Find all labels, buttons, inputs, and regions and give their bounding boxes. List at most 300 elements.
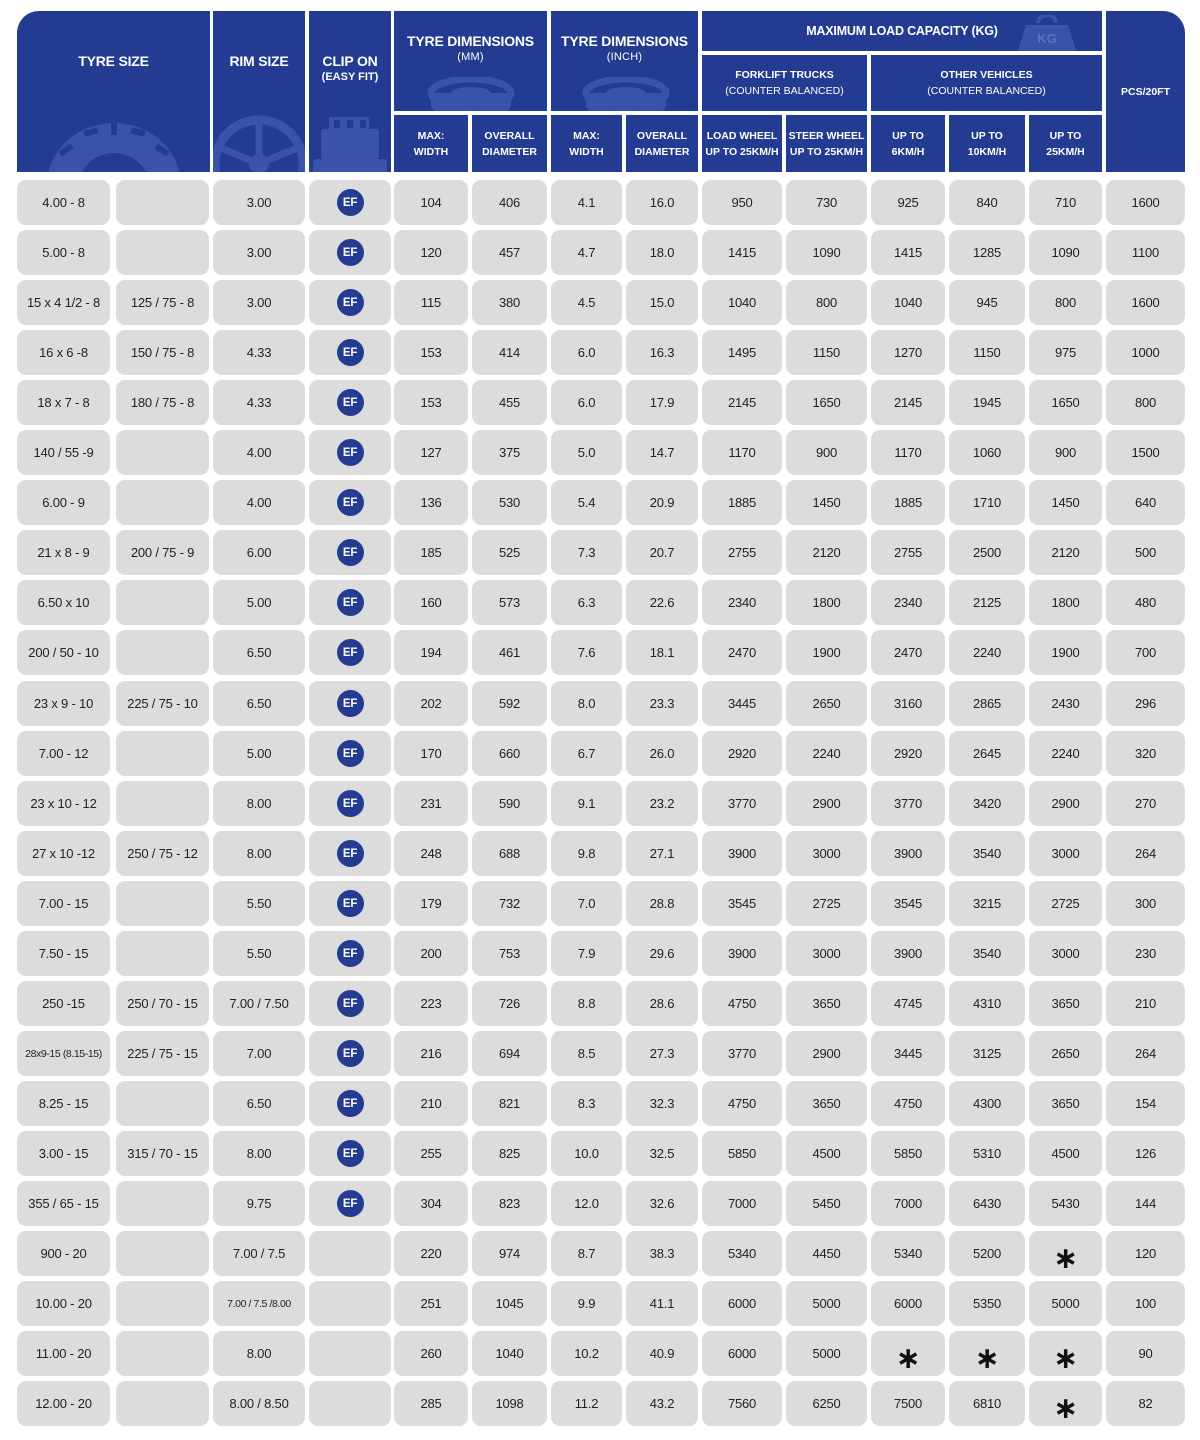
- cell-steer-wheel: [786, 1081, 867, 1126]
- cell-load-wheel: [702, 981, 782, 1026]
- cell-pcs: [1106, 1181, 1185, 1226]
- cell-value: 2430: [1051, 696, 1080, 711]
- cell-clip-on: [309, 681, 391, 726]
- cell-upto-6: [871, 1381, 945, 1426]
- cell-load-wheel: [702, 530, 782, 575]
- cell-clip-on: [309, 380, 391, 425]
- cell-value: 710: [1054, 195, 1077, 210]
- cell-upto-10: [949, 1031, 1025, 1076]
- cell-load-wheel: [702, 630, 782, 675]
- cell-value: 1450: [1051, 495, 1080, 510]
- cell-value: 6.50: [246, 645, 272, 660]
- asterisk-icon: ∗: [974, 1341, 1000, 1375]
- cell-steer-wheel: [786, 831, 867, 876]
- cell-value: 2340: [893, 595, 923, 610]
- cell-value: 3000: [812, 846, 841, 861]
- cell-load-wheel: [702, 430, 782, 475]
- cell-value: 2145: [727, 395, 757, 410]
- cell-value: 8.00: [246, 1146, 272, 1161]
- cell-value: 4.1: [577, 195, 596, 210]
- cell-load-wheel: [702, 1281, 782, 1326]
- cell-value: 9.8: [577, 846, 596, 861]
- cell-value: 5310: [972, 1146, 1002, 1161]
- cell-value: 500: [1134, 545, 1157, 560]
- cell-pcs: [1106, 981, 1185, 1026]
- cell-clip-on: [309, 981, 391, 1026]
- cell-rim-size: [213, 330, 305, 375]
- cell-value: 480: [1134, 595, 1157, 610]
- cell-inch-diameter: [626, 731, 698, 776]
- easy-fit-badge: EF: [337, 840, 364, 867]
- cell-upto-6: [871, 1131, 945, 1176]
- cell-value: 1090: [1051, 245, 1080, 260]
- cell-pcs: [1106, 781, 1185, 826]
- cell-value: 230: [1134, 946, 1157, 961]
- cell-value: 200: [420, 946, 442, 961]
- cell-load-wheel: [702, 731, 782, 776]
- cell-upto-10: [949, 781, 1025, 826]
- cell-value: 1170: [894, 445, 922, 460]
- cell-value: 3000: [812, 946, 841, 961]
- cell-load-wheel: [702, 681, 782, 726]
- cell-pcs: [1106, 430, 1185, 475]
- cell-rim-size: [213, 681, 305, 726]
- cell-upto-25: [1029, 731, 1102, 776]
- cell-alt-size: [116, 530, 209, 575]
- cell-value: 200 / 75 - 9: [130, 545, 195, 560]
- cell-rim-size: [213, 1381, 305, 1426]
- cell-value: 6.50: [246, 696, 272, 711]
- cell-value: 10.0: [574, 1146, 599, 1161]
- cell-inch-diameter: [626, 831, 698, 876]
- cell-mm-width: [394, 1131, 468, 1176]
- cell-upto-6: [871, 1181, 945, 1226]
- cell-value: 5.0: [577, 445, 596, 460]
- cell-value: 2145: [893, 395, 923, 410]
- cell-alt-size: [116, 881, 209, 926]
- cell-upto-10: [949, 1281, 1025, 1326]
- cell-upto-25: [1029, 1381, 1102, 1426]
- cell-value: 7.00 / 7.5: [232, 1246, 286, 1261]
- cell-tyre-size: [17, 981, 110, 1026]
- cell-clip-on: [309, 530, 391, 575]
- cell-inch-diameter: [626, 931, 698, 976]
- cell-mm-width: [394, 480, 468, 525]
- cell-upto-25: [1029, 1031, 1102, 1076]
- cell-value: 6.3: [577, 595, 596, 610]
- cell-inch-width: [551, 1131, 622, 1176]
- cell-value: 4750: [893, 1096, 923, 1111]
- cell-upto-6: [871, 781, 945, 826]
- cell-value: 590: [498, 796, 521, 811]
- cell-value: 823: [498, 1196, 521, 1211]
- cell-upto-10: [949, 1131, 1025, 1176]
- easy-fit-badge: EF: [337, 1140, 364, 1167]
- cell-value: 3000: [1051, 946, 1080, 961]
- cell-upto-10: [949, 430, 1025, 475]
- cell-value: 20.9: [649, 495, 675, 510]
- header-clip-on: [309, 11, 391, 172]
- cell-value: 3125: [972, 1046, 1002, 1061]
- cell-pcs: [1106, 380, 1185, 425]
- cell-value: 5.00: [246, 595, 272, 610]
- header-dims-inch: [551, 11, 698, 111]
- cell-inch-diameter: [626, 1381, 698, 1426]
- cell-mm-diameter: [472, 480, 547, 525]
- cell-value: 3.00 - 15: [38, 1146, 89, 1161]
- header-forklift: [702, 55, 867, 111]
- cell-value: 726: [498, 996, 521, 1011]
- cell-steer-wheel: [786, 731, 867, 776]
- cell-upto-25: [1029, 580, 1102, 625]
- cell-alt-size: [116, 330, 209, 375]
- cell-value: 950: [731, 195, 753, 210]
- cell-rim-size: [213, 380, 305, 425]
- easy-fit-badge: EF: [337, 239, 364, 266]
- cell-clip-on: [309, 580, 391, 625]
- cell-value: 16 x 6 -8: [39, 345, 88, 360]
- asterisk-icon: ∗: [895, 1341, 921, 1375]
- cell-pcs: [1106, 1131, 1185, 1176]
- cell-value: 3770: [727, 796, 757, 811]
- cell-mm-diameter: [472, 1281, 547, 1326]
- cell-mm-width: [394, 981, 468, 1026]
- cell-pcs: [1106, 1331, 1185, 1376]
- cell-value: 3545: [727, 896, 757, 911]
- cell-mm-diameter: [472, 781, 547, 826]
- cell-value: 6250: [812, 1396, 841, 1411]
- cell-upto-10: [949, 230, 1025, 275]
- cell-value: 5350: [972, 1296, 1002, 1311]
- cell-value: 3770: [727, 1046, 757, 1061]
- cell-upto-10: [949, 580, 1025, 625]
- cell-rim-size: [213, 1231, 305, 1276]
- cell-inch-diameter: [626, 681, 698, 726]
- subheader-upto-6: UP TO 6KM/H: [871, 115, 945, 172]
- cell-tyre-size: [17, 681, 110, 726]
- cell-steer-wheel: [786, 230, 867, 275]
- cell-pcs: [1106, 180, 1185, 225]
- cell-mm-diameter: [472, 831, 547, 876]
- cell-steer-wheel: [786, 1331, 867, 1376]
- cell-value: 10.2: [574, 1346, 599, 1361]
- cell-rim-size: [213, 430, 305, 475]
- cell-value: 730: [815, 195, 838, 210]
- cell-value: 4750: [727, 996, 757, 1011]
- cell-alt-size: [116, 781, 209, 826]
- cell-upto-10: [949, 530, 1025, 575]
- cell-inch-diameter: [626, 1031, 698, 1076]
- cell-value: 28x9-15 (8.15-15): [25, 1047, 102, 1060]
- cell-mm-diameter: [472, 1331, 547, 1376]
- cell-inch-width: [551, 230, 622, 275]
- cell-load-wheel: [702, 180, 782, 225]
- cell-value: 7000: [893, 1196, 923, 1211]
- cell-value: 179: [420, 896, 442, 911]
- cell-value: 202: [420, 696, 442, 711]
- cell-value: 251: [420, 1296, 442, 1311]
- cell-value: 825: [498, 1146, 521, 1161]
- cell-clip-on: [309, 781, 391, 826]
- cell-value: 7.0: [577, 896, 596, 911]
- cell-inch-width: [551, 1031, 622, 1076]
- easy-fit-badge: EF: [337, 940, 364, 967]
- cell-rim-size: [213, 881, 305, 926]
- cell-load-wheel: [702, 330, 782, 375]
- easy-fit-badge: EF: [337, 1040, 364, 1067]
- cell-value: 900: [815, 445, 838, 460]
- cell-mm-diameter: [472, 1381, 547, 1426]
- cell-value: 304: [420, 1196, 442, 1211]
- cell-value: 3900: [893, 846, 923, 861]
- cell-value: 821: [498, 1096, 521, 1111]
- cell-clip-on: [309, 1081, 391, 1126]
- cell-value: 5000: [1051, 1296, 1080, 1311]
- cell-value: 2470: [893, 645, 923, 660]
- cell-value: 320: [1134, 746, 1157, 761]
- cell-value: 8.5: [577, 1046, 596, 1061]
- cell-tyre-size: [17, 1231, 110, 1276]
- cell-value: 4.7: [577, 245, 596, 260]
- header-dims-mm: [394, 11, 547, 111]
- cell-rim-size: [213, 831, 305, 876]
- cell-value: 375: [498, 445, 521, 460]
- cell-inch-width: [551, 380, 622, 425]
- cell-upto-25: [1029, 1281, 1102, 1326]
- tyre-side-icon: [426, 77, 516, 111]
- cell-value: 32.5: [649, 1146, 675, 1161]
- cell-upto-25: [1029, 781, 1102, 826]
- cell-value: 1800: [1051, 595, 1080, 610]
- cell-clip-on: [309, 480, 391, 525]
- cell-value: 414: [498, 345, 521, 360]
- cell-upto-25: [1029, 681, 1102, 726]
- cell-value: 32.3: [649, 1096, 675, 1111]
- cell-steer-wheel: [786, 630, 867, 675]
- cell-value: 2725: [1051, 896, 1080, 911]
- cell-alt-size: [116, 1081, 209, 1126]
- cell-value: 5000: [812, 1346, 841, 1361]
- cell-inch-diameter: [626, 180, 698, 225]
- cell-value: 6.50: [246, 1096, 272, 1111]
- cell-upto-6: [871, 230, 945, 275]
- cell-pcs: [1106, 1381, 1185, 1426]
- cell-upto-25: [1029, 1131, 1102, 1176]
- cell-pcs: [1106, 280, 1185, 325]
- cell-rim-size: [213, 1281, 305, 1326]
- cell-value: 900 - 20: [40, 1246, 87, 1261]
- cell-value: 457: [498, 245, 521, 260]
- cell-value: 7.3: [577, 545, 596, 560]
- cell-value: 1945: [972, 395, 1002, 410]
- cell-clip-on: [309, 330, 391, 375]
- cell-value: 1415: [727, 245, 757, 260]
- cell-value: 1885: [893, 495, 923, 510]
- cell-inch-width: [551, 881, 622, 926]
- cell-steer-wheel: [786, 1131, 867, 1176]
- cell-load-wheel: [702, 881, 782, 926]
- cell-upto-10: [949, 480, 1025, 525]
- cell-value: 6.00: [246, 545, 272, 560]
- cell-mm-width: [394, 681, 468, 726]
- cell-inch-diameter: [626, 330, 698, 375]
- cell-inch-diameter: [626, 1231, 698, 1276]
- cell-steer-wheel: [786, 380, 867, 425]
- cell-upto-25: [1029, 881, 1102, 926]
- cell-tyre-size: [17, 530, 110, 575]
- rim-icon: [213, 114, 305, 172]
- cell-value: 27.1: [649, 846, 675, 861]
- cell-rim-size: [213, 1131, 305, 1176]
- cell-value: 1500: [1131, 445, 1160, 460]
- cell-value: 255: [420, 1146, 442, 1161]
- cell-value: 100: [1134, 1296, 1157, 1311]
- cell-mm-width: [394, 630, 468, 675]
- cell-value: 248: [420, 846, 442, 861]
- cell-value: 6.00 - 9: [42, 495, 85, 510]
- header-rim-size-label: RIM SIZE: [229, 53, 289, 69]
- cell-value: 2470: [727, 645, 757, 660]
- cell-value: 2120: [812, 545, 841, 560]
- cell-value: 153: [420, 345, 442, 360]
- cell-mm-diameter: [472, 430, 547, 475]
- subheader-upto-10: UP TO 10KM/H: [949, 115, 1025, 172]
- cell-upto-6: [871, 630, 945, 675]
- cell-value: 144: [1134, 1196, 1157, 1211]
- cell-value: 250 -15: [42, 996, 85, 1011]
- cell-value: 1150: [973, 345, 1001, 360]
- cell-value: 9.1: [577, 796, 596, 811]
- cell-value: 6.0: [577, 395, 596, 410]
- cell-rim-size: [213, 1081, 305, 1126]
- cell-value: 2240: [812, 746, 841, 761]
- cell-tyre-size: [17, 180, 110, 225]
- cell-alt-size: [116, 1031, 209, 1076]
- cell-value: 185: [420, 545, 442, 560]
- easy-fit-badge: EF: [337, 690, 364, 717]
- cell-mm-diameter: [472, 1181, 547, 1226]
- cell-value: 380: [498, 295, 521, 310]
- cell-mm-diameter: [472, 1131, 547, 1176]
- cell-upto-6: [871, 380, 945, 425]
- cell-alt-size: [116, 580, 209, 625]
- cell-upto-10: [949, 831, 1025, 876]
- cell-value: 8.00 / 8.50: [229, 1396, 289, 1411]
- cell-mm-diameter: [472, 1081, 547, 1126]
- cell-upto-6: [871, 180, 945, 225]
- cell-upto-25: [1029, 1081, 1102, 1126]
- cell-load-wheel: [702, 1081, 782, 1126]
- cell-value: 296: [1134, 696, 1157, 711]
- cell-alt-size: [116, 1331, 209, 1376]
- cell-value: 530: [498, 495, 521, 510]
- cell-steer-wheel: [786, 1281, 867, 1326]
- cell-alt-size: [116, 731, 209, 776]
- easy-fit-badge: EF: [337, 539, 364, 566]
- cell-upto-25: [1029, 180, 1102, 225]
- cell-inch-width: [551, 280, 622, 325]
- easy-fit-badge: EF: [337, 639, 364, 666]
- cell-upto-6: [871, 681, 945, 726]
- easy-fit-badge: EF: [337, 389, 364, 416]
- cell-value: 28.8: [649, 896, 675, 911]
- cell-value: 17.9: [649, 395, 675, 410]
- cell-tyre-size: [17, 330, 110, 375]
- cell-upto-6: [871, 731, 945, 776]
- header-pcs-label: PCS/20FT: [1120, 85, 1170, 98]
- cell-value: 11.2: [574, 1396, 599, 1411]
- cell-clip-on: [309, 630, 391, 675]
- cell-value: 406: [498, 195, 521, 210]
- cell-upto-6: [871, 580, 945, 625]
- cell-value: 900: [1054, 445, 1077, 460]
- cell-load-wheel: [702, 1181, 782, 1226]
- cell-steer-wheel: [786, 881, 867, 926]
- cell-tyre-size: [17, 781, 110, 826]
- cell-upto-6: [871, 881, 945, 926]
- cell-value: 104: [420, 195, 442, 210]
- cell-upto-6: [871, 931, 945, 976]
- cell-load-wheel: [702, 1231, 782, 1276]
- cell-upto-10: [949, 630, 1025, 675]
- cell-value: 115: [420, 295, 442, 310]
- cell-value: 225 / 75 - 15: [127, 1046, 198, 1061]
- cell-value: 3.00: [246, 245, 272, 260]
- cell-upto-10: [949, 981, 1025, 1026]
- cell-value: 3650: [1051, 996, 1080, 1011]
- cell-pcs: [1106, 831, 1185, 876]
- easy-fit-badge: EF: [337, 1090, 364, 1117]
- cell-inch-width: [551, 731, 622, 776]
- cell-value: 4310: [972, 996, 1002, 1011]
- cell-value: 8.00: [246, 846, 272, 861]
- cell-mm-diameter: [472, 530, 547, 575]
- cell-rim-size: [213, 230, 305, 275]
- cell-value: 6.50 x 10: [37, 595, 90, 610]
- cell-mm-width: [394, 731, 468, 776]
- cell-value: 125 / 75 - 8: [130, 295, 195, 310]
- cell-upto-25: [1029, 330, 1102, 375]
- cell-value: 3215: [972, 896, 1002, 911]
- cell-value: 660: [498, 746, 521, 761]
- cell-value: 8.7: [577, 1246, 596, 1261]
- cell-inch-diameter: [626, 781, 698, 826]
- cell-mm-diameter: [472, 380, 547, 425]
- cell-value: 9.9: [577, 1296, 596, 1311]
- cell-value: 27 x 10 -12: [32, 846, 95, 861]
- cell-alt-size: [116, 1231, 209, 1276]
- cell-alt-size: [116, 1381, 209, 1426]
- cell-value: 8.00: [246, 1346, 272, 1361]
- cell-value: 220: [420, 1246, 442, 1261]
- easy-fit-badge: EF: [337, 890, 364, 917]
- cell-value: 1710: [972, 495, 1002, 510]
- cell-tyre-size: [17, 480, 110, 525]
- cell-inch-diameter: [626, 280, 698, 325]
- cell-value: 264: [1134, 846, 1157, 861]
- cell-value: 20.7: [649, 545, 675, 560]
- cell-value: 1170: [728, 445, 756, 460]
- cell-value: 1650: [1051, 395, 1080, 410]
- cell-inch-diameter: [626, 1281, 698, 1326]
- cell-value: 28.6: [649, 996, 675, 1011]
- header-forklift-label: FORKLIFT TRUCKS: [735, 69, 834, 81]
- cell-pcs: [1106, 1031, 1185, 1076]
- cell-value: 3770: [893, 796, 923, 811]
- header-other-sub: (COUNTER BALANCED): [927, 85, 1046, 97]
- cell-value: 5.50: [246, 896, 272, 911]
- cell-value: 925: [897, 195, 919, 210]
